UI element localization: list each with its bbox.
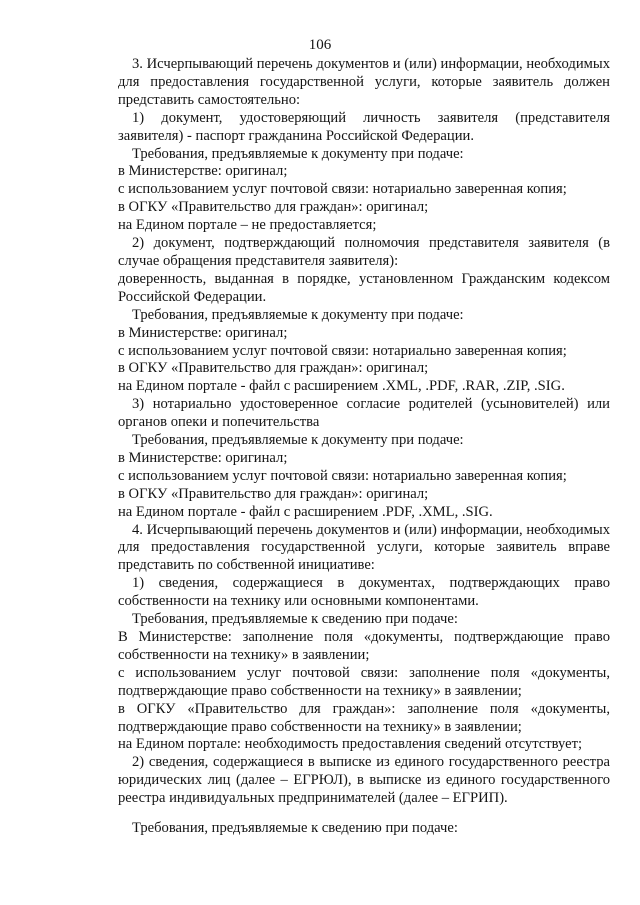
paragraph: в Министерстве: оригинал; (118, 163, 288, 180)
paragraph: 3) нотариально удостоверенное согласие родителей (усыновителей) или органов опеки и попечительства (118, 396, 610, 431)
paragraph: на Едином портале – не предоставляется; (118, 217, 377, 234)
paragraph: в ОГКУ «Правительство для граждан»: оригинал; (118, 485, 429, 502)
page-number: 106 (308, 37, 332, 53)
paragraph: с использованием услуг почтовой связи: нотариально заверенная копия; (118, 181, 567, 198)
paragraph: в ОГКУ «Правительство для граждан»: оригинал; (118, 199, 429, 216)
paragraph: доверенность, выданная в порядке, установленном Гражданским кодексом Российской Федерации. (118, 270, 610, 305)
paragraph: Требования, предъявляемые к документу при подаче: (132, 432, 464, 449)
paragraph: 1) документ, удостоверяющий личность заявителя (представителя заявителя) - паспорт гражданина Российской Федерации. (118, 109, 610, 144)
paragraph: В Министерстве: заполнение поля «документы, подтверждающие право собственности на технику» в заявлении; (118, 629, 610, 663)
paragraph: на Едином портале: необходимость предоставления сведений отсутствует; (118, 736, 583, 753)
document-body (118, 56, 610, 838)
paragraph: 3. Исчерпывающий перечень документов и (или) информации, необходимых для предоставления государственной услуги, которые заявитель должен представить самостоятельно: (118, 56, 610, 108)
paragraph: 2) сведения, содержащиеся в выписке из единого государственного реестра юридических лиц (далее – ЕГРЮЛ), в выписке из единого государственного реестра индивидуальных предпринимателей (далее – ЕГРИП). (118, 754, 610, 807)
paragraph: Требования, предъявляемые к сведению при подаче: (132, 611, 458, 628)
paragraph: в Министерстве: оригинал; (118, 324, 288, 341)
paragraph: с использованием услуг почтовой связи: нотариально заверенная копия; (118, 467, 567, 484)
paragraph: на Едином портале - файл с расширением .PDF, .XML, .SIG. (118, 503, 493, 520)
paragraph: в ОГКУ «Правительство для граждан»: заполнение поля «документы, подтверждающие право собственности на технику» в заявлении; (118, 700, 610, 735)
paragraph: 4. Исчерпывающий перечень документов и (или) информации, необходимых для предоставления государственной услуги, которые заявитель вправе представить по собственной инициативе: (118, 521, 610, 574)
paragraph: с использованием услуг почтовой связи: заполнение поля «документы, подтверждающие право собственности на технику» в заявлении; (118, 664, 610, 699)
paragraph: Требования, предъявляемые к документу при подаче: (132, 145, 464, 162)
paragraph: в ОГКУ «Правительство для граждан»: оригинал; (118, 360, 429, 377)
paragraph: с использованием услуг почтовой связи: нотариально заверенная копия; (118, 342, 567, 359)
paragraph: Требования, предъявляемые к документу при подаче: (132, 306, 464, 323)
paragraph: Требования, предъявляемые к сведению при подаче: (132, 820, 458, 837)
paragraph: 1) сведения, содержащиеся в документах, подтверждающих право собственности на технику или основными компонентами. (118, 575, 610, 610)
paragraph: в Министерстве: оригинал; (118, 449, 288, 466)
paragraph: 2) документ, подтверждающий полномочия представителя заявителя (в случае обращения представителя заявителя): (118, 235, 610, 269)
paragraph: на Едином портале - файл с расширением .XML, .PDF, .RAR, .ZIP, .SIG. (118, 378, 565, 395)
